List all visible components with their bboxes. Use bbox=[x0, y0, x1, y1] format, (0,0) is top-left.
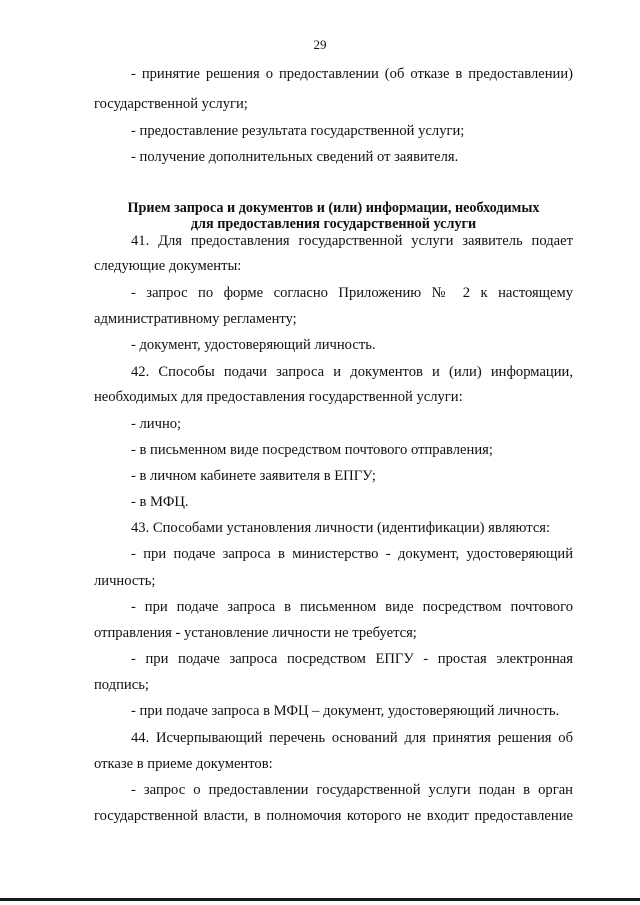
list-item: - при подаче запроса в письменном виде посредством почтового bbox=[131, 599, 573, 615]
list-item: - при подаче запроса посредством ЕПГУ - простая электронная bbox=[131, 651, 573, 667]
paragraph-line: государственной услуги; bbox=[94, 96, 248, 112]
list-item: - лично; bbox=[131, 416, 182, 432]
list-item: - в МФЦ. bbox=[131, 494, 189, 510]
page-number: 29 bbox=[313, 37, 327, 52]
paragraph-line: 42. Способы подачи запроса и документов и (или) информации, bbox=[131, 364, 573, 380]
list-item: - запрос о предоставлении государственной услуги подан в орган bbox=[131, 782, 573, 798]
list-item: - в личном кабинете заявителя в ЕПГУ; bbox=[131, 468, 376, 484]
paragraph-line: 43. Способами установления личности (идентификации) являются: bbox=[131, 520, 551, 536]
paragraph-line: отправления - установление личности не требуется; bbox=[94, 625, 417, 641]
paragraph-line: следующие документы: bbox=[94, 258, 242, 274]
paragraph-line: отказе в приеме документов: bbox=[94, 756, 273, 772]
list-item: - документ, удостоверяющий личность. bbox=[131, 337, 376, 353]
paragraph-line: необходимых для предоставления государственной услуги: bbox=[94, 389, 463, 405]
section-heading: Прием запроса и документов и (или) информации, необходимых bbox=[127, 200, 540, 216]
list-item: - в письменном виде посредством почтового отправления; bbox=[131, 442, 493, 458]
list-item: - получение дополнительных сведений от заявителя. bbox=[131, 149, 459, 165]
paragraph-line: административному регламенту; bbox=[94, 311, 297, 327]
paragraph-line: - принятие решения о предоставлении (об отказе в предоставлении) bbox=[131, 66, 573, 82]
list-item: - при подаче запроса в министерство - документ, удостоверяющий bbox=[131, 546, 573, 562]
list-item: - предоставление результата государственной услуги; bbox=[131, 123, 465, 139]
paragraph-line: государственной власти, в полномочия которого не входит предоставление bbox=[94, 808, 573, 824]
list-item: - запрос по форме согласно Приложению № 2 к настоящему bbox=[131, 285, 573, 301]
paragraph-line: личность; bbox=[94, 573, 156, 589]
paragraph-line: 41. Для предоставления государственной услуги заявитель подает bbox=[131, 233, 573, 249]
list-item: - при подаче запроса в МФЦ – документ, удостоверяющий личность. bbox=[131, 703, 560, 719]
section-heading: для предоставления государственной услуги bbox=[190, 216, 477, 232]
scan-edge-line bbox=[0, 898, 640, 901]
paragraph-line: подпись; bbox=[94, 677, 149, 693]
paragraph-line: 44. Исчерпывающий перечень оснований для принятия решения об bbox=[131, 730, 573, 746]
